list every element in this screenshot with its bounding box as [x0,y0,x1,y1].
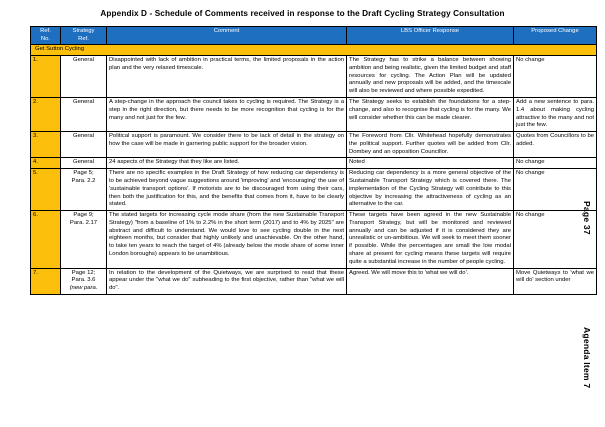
row-ref-no: 1. [31,56,61,98]
row-proposed-change: Move Quietways to 'what we will do' section under [514,268,597,294]
comments-schedule-table [30,26,597,295]
column-header-ref-no [31,26,61,45]
row-strategy-ref-line1: Page 12; [71,269,96,276]
row-ref-no: 4. [31,158,61,169]
row-ref-no: 7. [31,268,61,294]
row-officer-response: The Foreword from Cllr. Whitehead hopefully demonstrates the political support. Further quotes will be added from Cllr. Dombey and an opposition Councillor. [347,132,514,158]
table-row [31,132,597,158]
table-row [31,158,597,169]
row-proposed-change: No change [514,158,597,169]
column-header-strategy-ref-line1: Strategy [72,27,95,34]
row-ref-no: 3. [31,132,61,158]
row-strategy-ref-line3: (new para. [69,285,98,292]
row-proposed-change: No change [514,211,597,268]
row-officer-response: These targets have been agreed in the new Sustainable Transport Strategy, but will be monitored and reviewed annually and can be adjusted if it is considered they are unrealistic or un-ambitious. We will seek to meet them sooner if possible. While the percentages are small the low modal share at present for cycling means these targets will require quite a substantial increase in the number of people cycling. [347,211,514,268]
row-comment: Political support is paramount. We consider there to be lack of detail in the strategy on how the case will be made in garnering public support for the broader vision. [107,132,347,158]
row-strategy-ref-line1: Page 9; [73,212,94,219]
row-strategy-ref-line1: Page 5; [73,170,94,177]
row-strategy-ref: General [61,97,107,131]
row-officer-response: Reducing car dependency is a more general objective of the Sustainable Transport Strategy which is covered there. The implementation of the Cycling Strategy will contribute to this objective by increasing the attractiveness of cycling as an alternative to the car. [347,169,514,211]
table-header [31,26,597,45]
row-comment: A step-change in the approach the council takes to cycling is required. The Strategy is a step in the right direction, but there needs to be more recognition that cycling is for the many and not just for the few. [107,97,347,131]
group-heading-label: Get Sutton Cycling [31,45,597,56]
row-officer-response: Agreed. We will move this to 'what we will do'. [347,268,514,294]
table-row [31,268,597,294]
row-strategy-ref-line2: Para. 2.2 [71,178,96,185]
row-strategy-ref: General [61,56,107,98]
row-comment: The stated targets for increasing cycle mode share (from the new Sustainable Transport Strategy) "from a baseline of 1% to 2.2% in the short term (2017) and to 4% by 2025" are abstract and difficult to understand. We would love to see cycling double in the next eighteen months, but consider that highly unlikely and unachievable. On the other hand, to take ten years to reach the target of 4% (already below the mode share of some inner London boroughs) appears to be unambitious. [107,211,347,268]
table-row [31,211,597,268]
row-comment: Disappointed with lack of ambition in practical terms, the limited proposals in the action plan and the very relaxed timescale. [107,56,347,98]
row-strategy-ref [61,268,107,294]
row-officer-response: The Strategy seeks to establish the foundations for a step-change, and also to recognise that cycling is for the many. We will consider whether this can be made clearer. [347,97,514,131]
row-strategy-ref-line2: Para. 2.17 [69,219,98,226]
table-row [31,56,597,98]
column-header-proposed-change: Proposed Change [514,26,597,45]
row-comment: 24 aspects of the Strategy that they like are listed. [107,158,347,169]
row-comment: There are no specific examples in the Draft Strategy of how reducing car dependency is to be achieved beyond vague suggestions around 'improving' and 'encouraging' the use of 'sustainable transport options'. If motorists are to be discouraged from using their cars, then both the justification for this, and the benefits that comes from it, have to be clearly stated. [107,169,347,211]
table-body [31,45,597,295]
row-proposed-change: Quotes from Councillors to be added. [514,132,597,158]
row-strategy-ref [61,211,107,268]
column-header-strategy-ref-line2: Ref. [78,35,89,42]
group-heading-row [31,45,597,56]
agenda-item-marker: Agenda Item 7 [582,327,592,389]
column-header-officer-response: LBS Officer Response [347,26,514,45]
table-row [31,97,597,131]
row-strategy-ref: General [61,132,107,158]
row-proposed-change: Add a new sentence to para. 1.4 about making cycling attractive to the many and not just the few. [514,97,597,131]
row-comment: In relation to the development of the Quietways, we are surprised to read that these appear under the "what we do" subheading to the first objective, rather than "what we will do". [107,268,347,294]
column-header-ref-no-line1: Ref. [40,27,51,34]
column-header-comment: Comment [107,26,347,45]
column-header-ref-no-line2: No. [40,35,51,42]
row-ref-no: 2. [31,97,61,131]
page-title: Appendix D - Schedule of Comments received in response to the Draft Cycling Strategy Consultation [100,9,505,18]
row-strategy-ref [61,169,107,211]
row-proposed-change: No change [514,169,597,211]
row-ref-no: 6. [31,211,61,268]
row-officer-response: The Strategy has to strike a balance between showing ambition and being realistic, given the limited budget and staff resources for cycling. The Action Plan will be updated annually and new proposals will be added, and the timescale will also be reviewed and where possible expedited. [347,56,514,98]
column-header-strategy-ref [61,26,107,45]
row-strategy-ref-line2: Para. 3.6 [71,277,96,284]
table-header-row [31,26,597,45]
row-ref-no: 5. [31,169,61,211]
page-number-marker: Page 37 [582,201,592,235]
table-row [31,169,597,211]
row-officer-response: Noted [347,158,514,169]
row-proposed-change: No change [514,56,597,98]
row-strategy-ref: General [61,158,107,169]
